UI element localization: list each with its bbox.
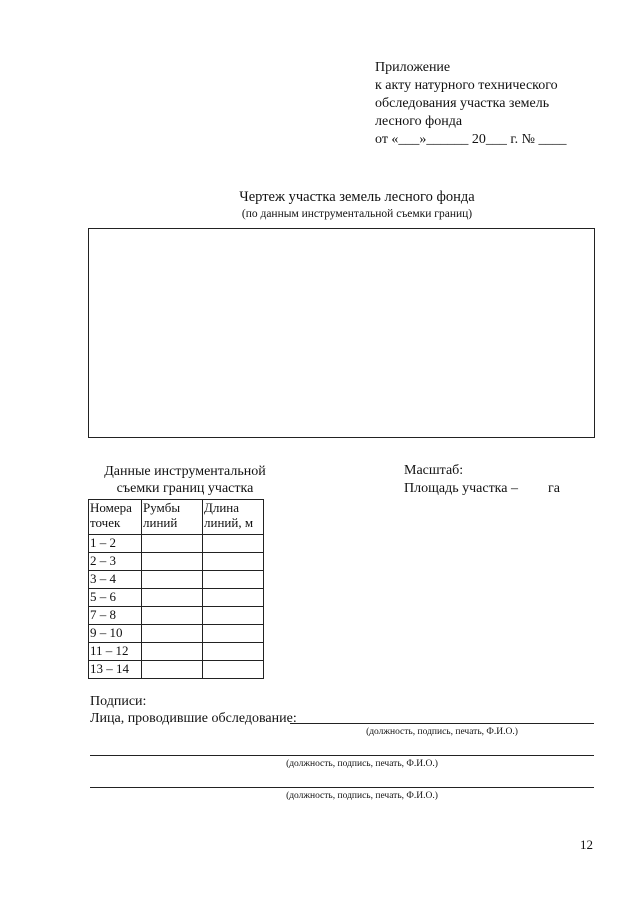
survey-table [88, 499, 264, 679]
appendix-line: лесного фонда [375, 114, 463, 129]
cell-length [203, 535, 264, 553]
cell-length [203, 625, 264, 643]
table-row [89, 571, 264, 589]
survey-caption [90, 463, 280, 497]
cell-bearing [142, 589, 203, 607]
signature-line [90, 755, 594, 756]
survey-caption-line: съемки границ участка [116, 481, 254, 496]
cell-bearing [142, 571, 203, 589]
cell-length [203, 643, 264, 661]
cell-length [203, 661, 264, 679]
cell-points: 9 – 10 [89, 625, 142, 643]
column-header-points: Номера точек [89, 500, 142, 535]
cell-bearing [142, 607, 203, 625]
appendix-line: Приложение [375, 60, 451, 75]
document-subtitle: (по данным инструментальной съемки границ) [241, 208, 473, 220]
appendix-note [375, 59, 566, 149]
appendix-date-number-line: от «___»______ 20___ г. № ____ [375, 132, 567, 147]
survey-caption-line: Данные инструментальной [104, 464, 266, 479]
cell-points: 2 – 3 [89, 553, 142, 571]
cell-points: 5 – 6 [89, 589, 142, 607]
area-unit: га [548, 481, 560, 496]
cell-points: 13 – 14 [89, 661, 142, 679]
cell-length [203, 607, 264, 625]
cell-length [203, 589, 264, 607]
table-row [89, 607, 264, 625]
column-header-bearings: Румбы линий [142, 500, 203, 535]
appendix-line: обследования участка земель [375, 96, 550, 111]
cell-length [203, 571, 264, 589]
table-row [89, 535, 264, 553]
table-row [89, 643, 264, 661]
cell-points: 11 – 12 [89, 643, 142, 661]
page-number: 12 [580, 837, 593, 852]
area-line [404, 481, 560, 497]
table-row [89, 589, 264, 607]
signature-line-caption: (должность, подпись, печать, Ф.И.О.) [366, 727, 518, 737]
signatures-persons-label: Лица, проводившие обследование: [90, 711, 297, 726]
signature-line [90, 787, 594, 788]
signature-line-caption: (должность, подпись, печать, Ф.И.О.) [286, 791, 438, 801]
table-row [89, 553, 264, 571]
cell-bearing [142, 661, 203, 679]
cell-bearing [142, 553, 203, 571]
table-row [89, 661, 264, 679]
cell-points: 1 – 2 [89, 535, 142, 553]
table-header-row [89, 500, 264, 535]
area-label: Площадь участка – [404, 481, 518, 496]
cell-bearing [142, 625, 203, 643]
signature-line-caption: (должность, подпись, печать, Ф.И.О.) [286, 759, 438, 769]
cell-bearing [142, 643, 203, 661]
scale-label: Масштаб: [404, 463, 464, 478]
signature-line [290, 723, 594, 724]
table-row [89, 625, 264, 643]
signatures-title: Подписи: [90, 694, 147, 709]
drawing-frame [88, 228, 595, 438]
cell-bearing [142, 535, 203, 553]
document-title: Чертеж участка земель лесного фонда [239, 189, 475, 205]
cell-points: 7 – 8 [89, 607, 142, 625]
cell-length [203, 553, 264, 571]
column-header-length: Длина линий, м [203, 500, 264, 535]
cell-points: 3 – 4 [89, 571, 142, 589]
appendix-line: к акту натурного технического [375, 78, 558, 93]
